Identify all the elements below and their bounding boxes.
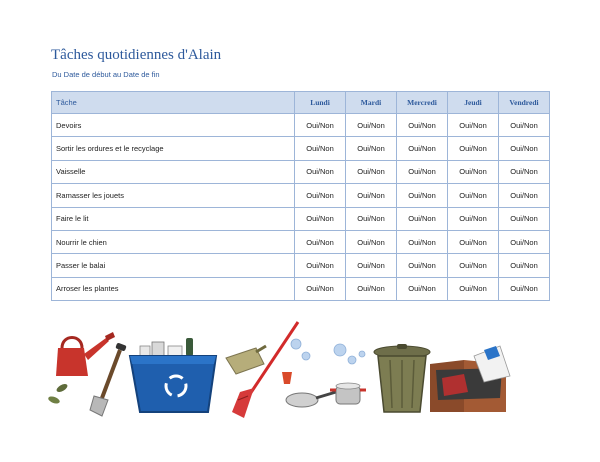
recycle-bin-icon: [130, 338, 216, 412]
chore-table: [51, 91, 550, 301]
table-row: [52, 184, 550, 207]
task-cell: Faire le lit: [52, 207, 295, 230]
status-cell: Oui/Non: [397, 277, 448, 300]
task-cell: Ramasser les jouets: [52, 184, 295, 207]
status-cell: Oui/Non: [499, 184, 550, 207]
task-cell: Sortir les ordures et le recyclage: [52, 137, 295, 160]
status-cell: Oui/Non: [397, 230, 448, 253]
status-cell: Oui/Non: [346, 254, 397, 277]
status-cell: Oui/Non: [397, 160, 448, 183]
status-cell: Oui/Non: [346, 230, 397, 253]
table-header-row: [52, 92, 550, 114]
page-subtitle: Du Date de début au Date de fin: [52, 70, 160, 79]
task-cell: Devoirs: [52, 114, 295, 137]
status-cell: Oui/Non: [448, 277, 499, 300]
status-cell: Oui/Non: [295, 277, 346, 300]
task-cell: Passer le balai: [52, 254, 295, 277]
chores-illustration: [44, 316, 556, 426]
status-cell: Oui/Non: [346, 160, 397, 183]
status-cell: Oui/Non: [346, 137, 397, 160]
trash-can-icon: [374, 344, 430, 412]
status-cell: Oui/Non: [499, 277, 550, 300]
table-row: [52, 230, 550, 253]
soap-bubbles-icon: [282, 339, 365, 384]
table-row: [52, 254, 550, 277]
status-cell: Oui/Non: [295, 184, 346, 207]
table-row: [52, 160, 550, 183]
status-cell: Oui/Non: [448, 114, 499, 137]
status-cell: Oui/Non: [448, 207, 499, 230]
column-header-day: Lundi: [295, 92, 346, 114]
status-cell: Oui/Non: [499, 137, 550, 160]
table-row: [52, 137, 550, 160]
shovel-icon: [90, 342, 127, 416]
status-cell: Oui/Non: [346, 207, 397, 230]
status-cell: Oui/Non: [499, 230, 550, 253]
dustpan-icon: [226, 346, 266, 374]
status-cell: Oui/Non: [346, 277, 397, 300]
status-cell: Oui/Non: [499, 254, 550, 277]
status-cell: Oui/Non: [448, 184, 499, 207]
status-cell: Oui/Non: [295, 254, 346, 277]
table-row: [52, 207, 550, 230]
column-header-day: Jeudi: [448, 92, 499, 114]
status-cell: Oui/Non: [448, 254, 499, 277]
status-cell: Oui/Non: [295, 137, 346, 160]
status-cell: Oui/Non: [346, 114, 397, 137]
status-cell: Oui/Non: [448, 160, 499, 183]
column-header-day: Vendredi: [499, 92, 550, 114]
status-cell: Oui/Non: [499, 114, 550, 137]
pots-and-pans-icon: [286, 383, 366, 407]
task-cell: Arroser les plantes: [52, 277, 295, 300]
toy-box-icon: [430, 346, 510, 412]
page-title: Tâches quotidiennes d'Alain: [51, 47, 222, 63]
status-cell: Oui/Non: [499, 207, 550, 230]
table-row: [52, 114, 550, 137]
column-header-day: Mardi: [346, 92, 397, 114]
status-cell: Oui/Non: [397, 137, 448, 160]
task-cell: Vaisselle: [52, 160, 295, 183]
status-cell: Oui/Non: [397, 254, 448, 277]
column-header-day: Mercredi: [397, 92, 448, 114]
status-cell: Oui/Non: [499, 160, 550, 183]
status-cell: Oui/Non: [295, 114, 346, 137]
column-header-task: Tâche: [52, 92, 295, 114]
status-cell: Oui/Non: [397, 114, 448, 137]
table-row: [52, 277, 550, 300]
status-cell: Oui/Non: [448, 137, 499, 160]
status-cell: Oui/Non: [295, 207, 346, 230]
task-cell: Nourrir le chien: [52, 230, 295, 253]
status-cell: Oui/Non: [295, 230, 346, 253]
status-cell: Oui/Non: [346, 184, 397, 207]
status-cell: Oui/Non: [397, 207, 448, 230]
status-cell: Oui/Non: [295, 160, 346, 183]
status-cell: Oui/Non: [397, 184, 448, 207]
status-cell: Oui/Non: [448, 230, 499, 253]
